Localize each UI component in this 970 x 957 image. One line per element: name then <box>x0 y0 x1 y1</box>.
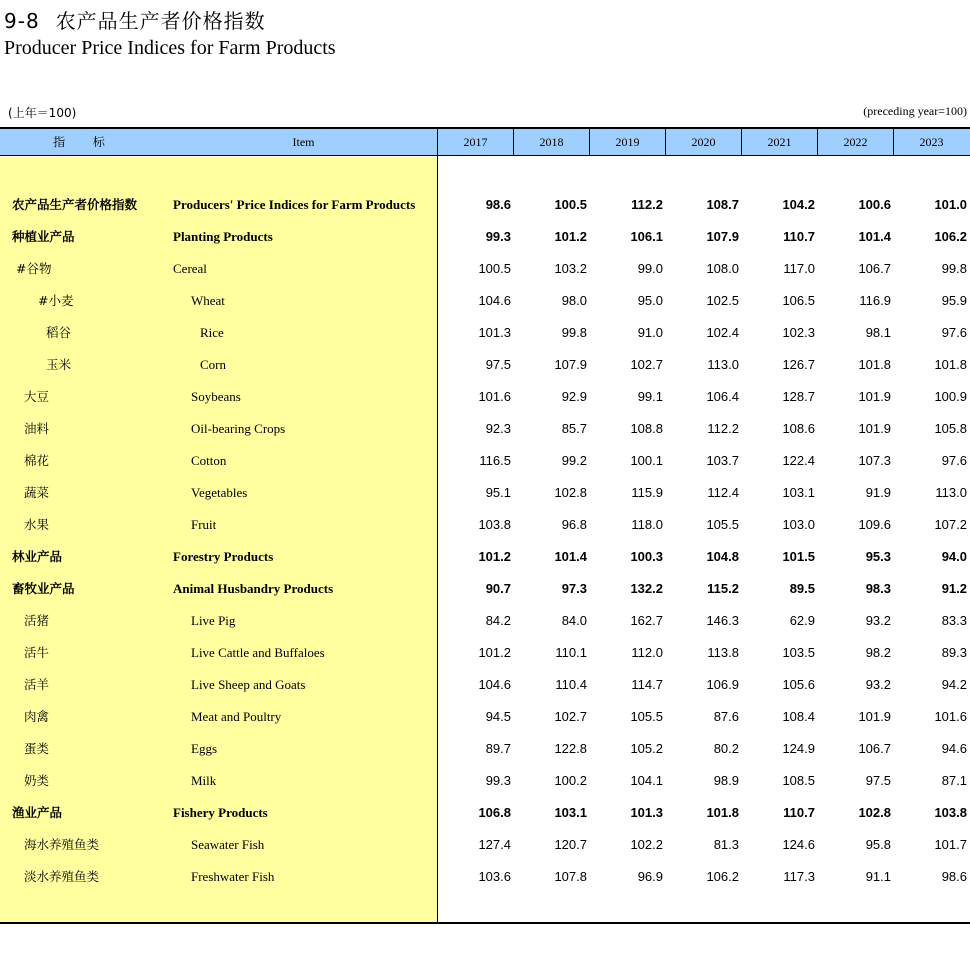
table-row <box>0 797 970 829</box>
value-cell: 107.9 <box>554 357 587 372</box>
value-cell: 100.6 <box>858 197 891 212</box>
value-cell: 100.1 <box>630 453 663 468</box>
value-cell: 108.0 <box>706 261 739 276</box>
row-label-en: Soybeans <box>191 389 241 404</box>
row-label-en: Live Sheep and Goats <box>191 677 306 692</box>
value-cell: 94.2 <box>941 677 967 692</box>
value-cell: 94.5 <box>485 709 511 724</box>
value-cell: 112.2 <box>631 197 663 212</box>
value-cell: 102.8 <box>554 485 587 500</box>
row-label-cn: 油料 <box>24 421 50 436</box>
value-cell: 91.2 <box>941 581 967 596</box>
header-year: 2022 <box>843 135 868 149</box>
row-label-cn: 玉米 <box>46 357 72 372</box>
value-cell: 95.8 <box>865 837 891 852</box>
value-cell: 101.9 <box>858 421 891 436</box>
value-cell: 102.7 <box>630 357 663 372</box>
value-cell: 103.1 <box>782 485 815 500</box>
value-cell: 93.2 <box>865 613 891 628</box>
row-label-cn: 活牛 <box>24 645 50 660</box>
value-cell: 105.6 <box>782 677 815 692</box>
value-cell: 97.5 <box>865 773 891 788</box>
value-cell: 101.4 <box>554 549 587 564</box>
value-cell: 100.9 <box>934 389 967 404</box>
table-row <box>0 573 970 605</box>
row-label-cn: 活猪 <box>24 613 50 628</box>
value-cell: 90.7 <box>485 581 511 596</box>
row-label-en: Forestry Products <box>173 549 274 564</box>
row-label-en: Animal Husbandry Products <box>173 581 334 596</box>
value-cell: 113.0 <box>707 357 739 372</box>
header-year: 2020 <box>691 135 716 149</box>
value-cell: 98.2 <box>865 645 891 660</box>
value-cell: 122.4 <box>782 453 815 468</box>
unit-note-en: (preceding year=100) <box>863 104 967 118</box>
value-cell: 126.7 <box>782 357 815 372</box>
value-cell: 99.8 <box>941 261 967 276</box>
value-cell: 103.8 <box>478 517 511 532</box>
value-cell: 146.3 <box>706 613 739 628</box>
table-row <box>0 829 970 861</box>
value-cell: 96.8 <box>561 517 587 532</box>
value-cell: 103.1 <box>554 805 587 820</box>
row-label-cn: 农产品生产者价格指数 <box>12 197 138 212</box>
value-cell: 101.7 <box>934 837 967 852</box>
value-cell: 95.9 <box>941 293 967 308</box>
row-label-cn: 稻谷 <box>46 325 72 340</box>
value-cell: 104.6 <box>478 293 511 308</box>
value-cell: 106.4 <box>706 389 739 404</box>
table-header <box>0 127 970 156</box>
row-label-cn: 林业产品 <box>12 549 63 564</box>
table-row <box>0 253 970 285</box>
value-cell: 100.5 <box>554 197 587 212</box>
value-cell: 113.8 <box>707 645 739 660</box>
row-label-en: Meat and Poultry <box>191 709 282 724</box>
value-cell: 103.2 <box>554 261 587 276</box>
value-cell: 162.7 <box>630 613 663 628</box>
value-cell: 84.2 <box>485 613 511 628</box>
value-cell: 110.4 <box>555 677 587 692</box>
value-cell: 108.6 <box>782 421 815 436</box>
value-cell: 115.2 <box>707 581 739 596</box>
value-cell: 101.2 <box>478 645 511 660</box>
value-cell: 101.9 <box>858 389 891 404</box>
value-cell: 84.0 <box>561 613 587 628</box>
row-label-en: Freshwater Fish <box>191 869 275 884</box>
value-cell: 92.9 <box>561 389 587 404</box>
table-number: 9-8 <box>4 9 40 33</box>
row-label-en: Cereal <box>173 261 207 276</box>
value-cell: 98.9 <box>713 773 739 788</box>
row-label-cn: 渔业产品 <box>12 805 63 820</box>
table-row <box>0 605 970 637</box>
table-row <box>0 541 970 573</box>
value-cell: 113.0 <box>935 485 967 500</box>
value-cell: 91.1 <box>865 869 891 884</box>
value-cell: 105.5 <box>630 709 663 724</box>
value-cell: 106.2 <box>934 229 967 244</box>
value-cell: 100.3 <box>630 549 663 564</box>
row-label-cn: 肉禽 <box>24 709 50 724</box>
value-cell: 101.2 <box>554 229 587 244</box>
value-cell: 98.0 <box>561 293 587 308</box>
value-cell: 107.8 <box>554 869 587 884</box>
header-year: 2019 <box>615 135 640 149</box>
value-cell: 96.9 <box>637 869 663 884</box>
value-cell: 97.5 <box>485 357 511 372</box>
row-label-cn: 畜牧业产品 <box>12 581 75 596</box>
value-cell: 99.3 <box>485 229 511 244</box>
value-cell: 117.3 <box>783 869 815 884</box>
value-cell: 101.0 <box>934 197 967 212</box>
value-cell: 99.8 <box>561 325 587 340</box>
row-label-en: Corn <box>200 357 226 372</box>
value-cell: 106.7 <box>858 741 891 756</box>
value-cell: 98.1 <box>865 325 891 340</box>
value-cell: 92.3 <box>485 421 511 436</box>
value-cell: 108.5 <box>782 773 815 788</box>
value-cell: 110.7 <box>783 229 815 244</box>
value-cell: 118.0 <box>631 517 663 532</box>
row-label-en: Live Cattle and Buffaloes <box>191 645 325 660</box>
value-cell: 116.5 <box>479 453 511 468</box>
value-cell: 103.6 <box>478 869 511 884</box>
row-label-cn: 种植业产品 <box>12 229 75 244</box>
value-cell: 105.8 <box>934 421 967 436</box>
value-cell: 112.0 <box>631 645 663 660</box>
title-cn-text: 农产品生产者价格指数 <box>55 9 266 33</box>
value-cell: 89.5 <box>789 581 815 596</box>
row-label-en: Planting Products <box>173 229 273 244</box>
value-cell: 106.5 <box>782 293 815 308</box>
header-item-en: Item <box>292 135 315 149</box>
value-cell: 101.8 <box>706 805 739 820</box>
value-cell: 109.6 <box>858 517 891 532</box>
value-cell: 93.2 <box>865 677 891 692</box>
table-row <box>0 445 970 477</box>
value-cell: 104.2 <box>782 197 815 212</box>
value-cell: 95.0 <box>637 293 663 308</box>
row-label-en: Milk <box>191 773 217 788</box>
value-cell: 101.3 <box>630 805 663 820</box>
value-cell: 108.8 <box>630 421 663 436</box>
value-cell: 102.8 <box>858 805 891 820</box>
row-label-en: Producers' Price Indices for Farm Products <box>173 197 416 212</box>
value-cell: 101.2 <box>478 549 511 564</box>
value-cell: 98.3 <box>865 581 891 596</box>
value-cell: 103.0 <box>782 517 815 532</box>
value-cell: 105.5 <box>706 517 739 532</box>
value-cell: 87.1 <box>941 773 967 788</box>
row-label-en: Fruit <box>191 517 217 532</box>
table-row <box>0 765 970 797</box>
value-cell: 102.7 <box>554 709 587 724</box>
value-cell: 112.2 <box>707 421 739 436</box>
table-row <box>0 317 970 349</box>
value-cell: 105.2 <box>630 741 663 756</box>
value-cell: 106.2 <box>706 869 739 884</box>
value-cell: 122.8 <box>554 741 587 756</box>
table-row <box>0 381 970 413</box>
value-cell: 101.9 <box>858 709 891 724</box>
table-row <box>0 861 970 893</box>
value-cell: 120.7 <box>554 837 587 852</box>
value-cell: 95.3 <box>865 549 891 564</box>
row-label-en: Live Pig <box>191 613 236 628</box>
value-cell: 101.5 <box>782 549 815 564</box>
row-label-cn: 活羊 <box>24 677 50 692</box>
table-row <box>0 285 970 317</box>
table-row <box>0 509 970 541</box>
value-cell: 127.4 <box>478 837 511 852</box>
value-cell: 101.6 <box>934 709 967 724</box>
value-cell: 124.9 <box>782 741 815 756</box>
page-title-cn <box>4 5 266 34</box>
value-cell: 91.9 <box>865 485 891 500</box>
header-year: 2018 <box>539 135 564 149</box>
value-cell: 80.2 <box>713 741 739 756</box>
value-cell: 94.0 <box>941 549 967 564</box>
value-cell: 101.3 <box>478 325 511 340</box>
value-cell: 102.5 <box>706 293 739 308</box>
table-row <box>0 701 970 733</box>
value-cell: 99.3 <box>485 773 511 788</box>
value-cell: 132.2 <box>630 581 663 596</box>
header-year: 2023 <box>919 135 944 149</box>
table-row <box>0 349 970 381</box>
table-row <box>0 477 970 509</box>
value-cell: 116.9 <box>859 293 891 308</box>
row-label-cn: 蛋类 <box>24 741 50 756</box>
row-label-en: Seawater Fish <box>191 837 265 852</box>
table-row <box>0 221 970 253</box>
value-cell: 117.0 <box>783 261 815 276</box>
value-cell: 95.1 <box>485 485 511 500</box>
table-row <box>0 189 970 221</box>
row-label-en: Oil-bearing Crops <box>191 421 286 436</box>
value-cell: 102.2 <box>630 837 663 852</box>
value-cell: 101.8 <box>858 357 891 372</box>
value-cell: 98.6 <box>485 197 511 212</box>
value-cell: 99.0 <box>637 261 663 276</box>
value-cell: 97.3 <box>561 581 587 596</box>
table-bottom-rule <box>0 922 970 924</box>
value-cell: 115.9 <box>631 485 663 500</box>
value-cell: 107.9 <box>706 229 739 244</box>
value-cell: 102.4 <box>706 325 739 340</box>
value-cell: 114.7 <box>631 677 663 692</box>
row-label-cn: 奶类 <box>24 773 50 788</box>
value-cell: 110.7 <box>783 805 815 820</box>
value-cell: 97.6 <box>941 325 967 340</box>
row-label-cn: 棉花 <box>24 453 50 468</box>
value-cell: 94.6 <box>941 741 967 756</box>
table-row <box>0 669 970 701</box>
header-item-cn: 指 标 <box>53 135 117 149</box>
value-cell: 97.6 <box>941 453 967 468</box>
value-cell: 106.7 <box>858 261 891 276</box>
value-cell: 108.4 <box>782 709 815 724</box>
value-cell: 106.9 <box>706 677 739 692</box>
value-cell: 101.6 <box>478 389 511 404</box>
value-cell: 62.9 <box>789 613 815 628</box>
value-cell: 103.5 <box>782 645 815 660</box>
value-cell: 81.3 <box>713 837 739 852</box>
row-label-en: Eggs <box>191 741 217 756</box>
table-row <box>0 413 970 445</box>
value-cell: 100.2 <box>554 773 587 788</box>
table-row <box>0 637 970 669</box>
header-year: 2017 <box>463 135 488 149</box>
value-cell: 85.7 <box>561 421 587 436</box>
row-label-cn: 海水养殖鱼类 <box>24 837 100 852</box>
row-label-cn: #小麦 <box>38 293 74 308</box>
row-label-cn: 大豆 <box>24 389 50 404</box>
value-cell: 101.4 <box>858 229 891 244</box>
value-cell: 106.8 <box>478 805 511 820</box>
value-cell: 108.7 <box>706 197 739 212</box>
row-label-cn: #谷物 <box>16 261 52 276</box>
row-label-en: Cotton <box>191 453 227 468</box>
value-cell: 99.2 <box>561 453 587 468</box>
value-cell: 124.6 <box>782 837 815 852</box>
value-cell: 106.1 <box>630 229 663 244</box>
row-label-en: Fishery Products <box>173 805 268 820</box>
value-cell: 102.3 <box>782 325 815 340</box>
value-cell: 107.3 <box>858 453 891 468</box>
value-cell: 110.1 <box>555 645 587 660</box>
row-label-cn: 蔬菜 <box>24 485 50 500</box>
value-cell: 104.6 <box>478 677 511 692</box>
row-label-cn: 水果 <box>24 517 50 532</box>
unit-note-cn: (上年＝100) <box>8 106 77 120</box>
row-label-cn: 淡水养殖鱼类 <box>24 869 100 884</box>
value-cell: 100.5 <box>478 261 511 276</box>
value-cell: 104.8 <box>706 549 739 564</box>
value-cell: 83.3 <box>941 613 967 628</box>
row-label-en: Vegetables <box>191 485 248 500</box>
value-cell: 128.7 <box>782 389 815 404</box>
value-cell: 99.1 <box>637 389 663 404</box>
row-label-en: Wheat <box>191 293 225 308</box>
page-title-en: Producer Price Indices for Farm Products <box>4 37 336 59</box>
table-row <box>0 733 970 765</box>
value-cell: 87.6 <box>713 709 739 724</box>
value-cell: 89.7 <box>485 741 511 756</box>
row-label-en: Rice <box>200 325 224 340</box>
value-cell: 107.2 <box>934 517 967 532</box>
value-cell: 89.3 <box>941 645 967 660</box>
value-cell: 103.8 <box>934 805 967 820</box>
value-cell: 91.0 <box>637 325 663 340</box>
value-cell: 98.6 <box>941 869 967 884</box>
header-year: 2021 <box>767 135 792 149</box>
value-cell: 101.8 <box>934 357 967 372</box>
value-cell: 104.1 <box>630 773 663 788</box>
value-cell: 103.7 <box>706 453 739 468</box>
value-cell: 112.4 <box>707 485 739 500</box>
